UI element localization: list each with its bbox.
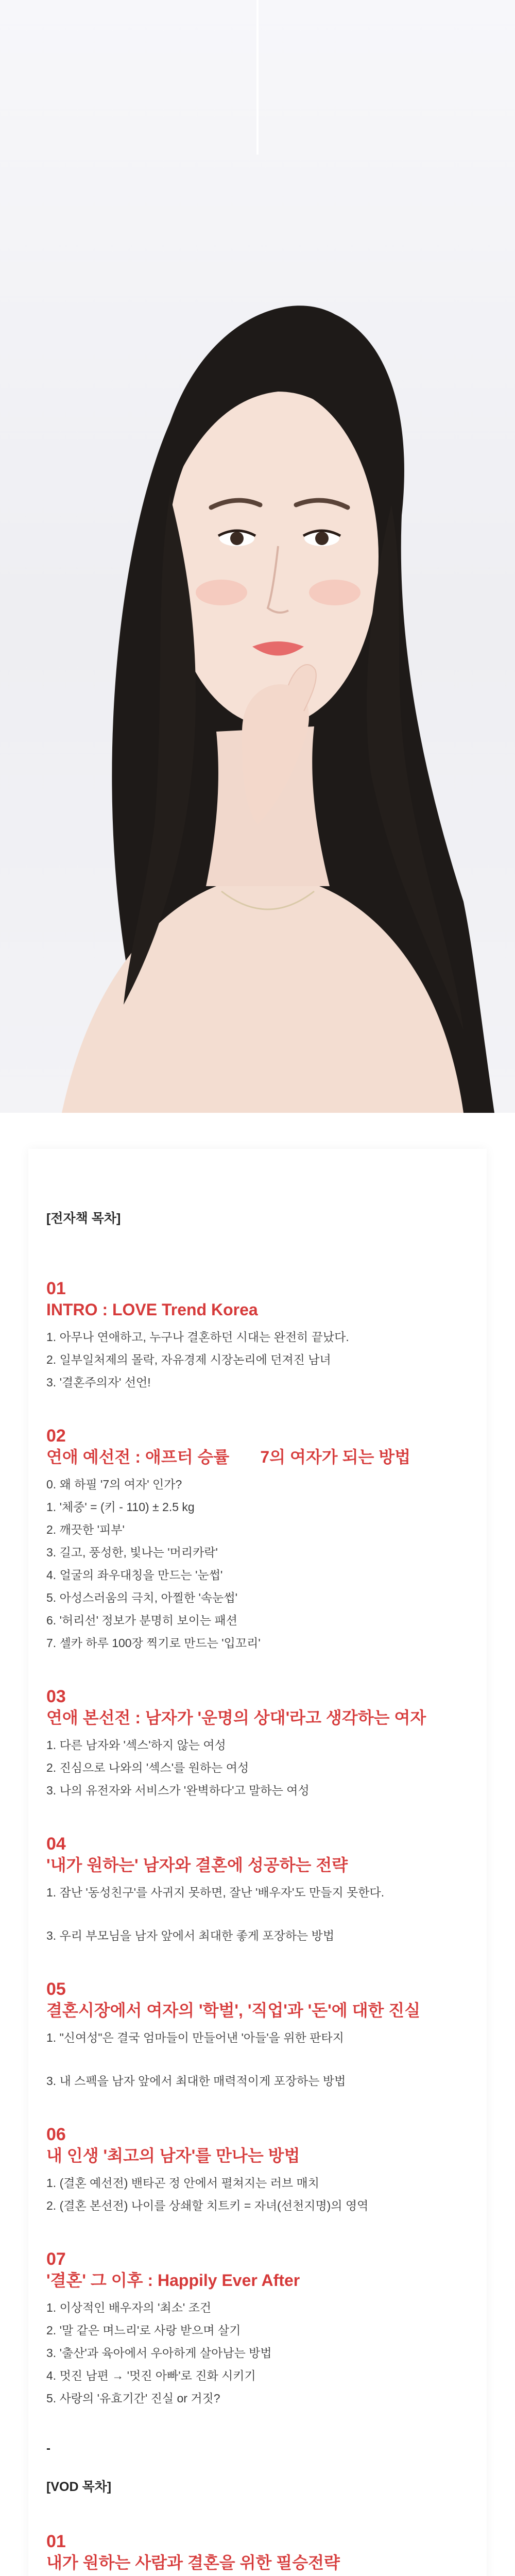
section-number: 06 (46, 2125, 66, 2144)
list-item-blank (46, 2049, 474, 2070)
section-title: '내가 원하는' 남자와 결혼에 성공하는 전략 (46, 1856, 348, 1874)
section-title: 연애 본선전 : 남자가 '운명의 상대'라고 생각하는 여자 (46, 1708, 426, 1727)
list-item: 4. 얼굴의 좌우대칭을 만드는 '눈썹' (46, 1568, 223, 1582)
model-portrait-image (0, 0, 515, 1113)
list-item: 2. 일부일처제의 몰락, 자유경제 시장논리에 던져진 남녀 (46, 1353, 331, 1366)
section-number: 03 (46, 1687, 66, 1706)
list-item: 7. 셀카 하루 100장 찍기로 만드는 '입꼬리' (46, 1636, 261, 1650)
section-number: 05 (46, 1979, 66, 1999)
list-item: 3. '출산'과 육아에서 우아하게 살아남는 방법 (46, 2346, 272, 2360)
vod-section-01 (46, 2531, 474, 2576)
section-number: 01 (46, 1279, 66, 1298)
list-item: 1. (결혼 예선전) 밴타곤 정 안에서 펼쳐지는 러브 매치 (46, 2176, 319, 2190)
section-title (46, 1446, 474, 1468)
list-item: 1. 다른 남자와 '섹스'하지 않는 여성 (46, 1738, 226, 1752)
list-item: 2. 깨끗한 '피부' (46, 1523, 125, 1536)
toc-section-01 (46, 1278, 474, 1394)
section-title: 내가 원하는 사람과 결혼을 위한 필승전략 (46, 2553, 340, 2572)
list-item: 1. 잠난 '동성친구'를 사귀지 못하면, 잘난 '배우자'도 만들지 못한다. (46, 1886, 385, 1899)
list-item: 6. '허리선' 정보가 분명히 보이는 패션 (46, 1614, 237, 1627)
vod-toc-header: [VOD 목차] (46, 2480, 112, 2494)
list-item: 3. '결혼주의자' 선언! (46, 1376, 151, 1389)
list-item: 1. "신여성"은 결국 엄마들이 만들어낸 '아들'을 위한 판타지 (46, 2031, 344, 2044)
list-item-blank (46, 1904, 474, 1924)
section-divider-dash: - (46, 2442, 50, 2455)
section-title-part-a: 연애 예선전 : 애프터 승률 (46, 1448, 230, 1466)
list-item: 1. 이상적인 배우자의 '최소' 조건 (46, 2301, 212, 2314)
list-item: 5. 아성스러움의 극치, 아찔한 '속눈썹' (46, 1591, 237, 1604)
table-of-contents-card (28, 1149, 487, 2576)
list-item: 3. 내 스펙을 남자 앞에서 최대한 매력적이게 포장하는 방법 (46, 2074, 346, 2088)
list-item: 2. (결혼 본선전) 나이를 상쇄할 치트키 = 자녀(선천지명)의 영역 (46, 2199, 369, 2212)
list-item: 5. 사랑의 '유효기간' 진실 or 거짓? (46, 2392, 220, 2405)
list-item: 1. '체중' = (키 - 110) ± 2.5 kg (46, 1500, 195, 1514)
toc-section-06 (46, 2124, 474, 2217)
list-item: 4. 멋진 남편 → '멋진 아빠'로 진화 시키기 (46, 2369, 256, 2382)
section-number: 01 (46, 2532, 66, 2551)
list-item: 3. 우리 부모님을 남자 앞에서 최대한 좋게 포장하는 방법 (46, 1929, 335, 1942)
toc-section-04 (46, 1834, 474, 1947)
ebook-toc-header: [전자책 목차] (46, 1211, 121, 1226)
list-item: 3. 나의 유전자와 서비스가 '완벽하다'고 말하는 여성 (46, 1784, 310, 1797)
section-number: 07 (46, 2249, 66, 2269)
section-title: '결혼' 그 이후 : Happily Ever After (46, 2271, 300, 2290)
list-item: 2. 진심으로 나와의 '섹스'를 원하는 여성 (46, 1761, 249, 1774)
list-item: 2. '말 같은 며느리'로 사랑 받으며 살기 (46, 2324, 241, 2337)
toc-section-03 (46, 1686, 474, 1802)
section-title-part-b: 7의 여자가 되는 방법 (260, 1448, 411, 1466)
list-item: 3. 길고, 풍성한, 빛나는 '머리카락' (46, 1546, 218, 1559)
list-item: 1. 아무나 연애하고, 누구나 결혼하던 시대는 완전히 끝났다. (46, 1330, 349, 1344)
hero-portrait-banner (0, 0, 515, 1113)
list-item: 0. 왜 하필 '7의 여자' 인가? (46, 1478, 182, 1491)
section-title: INTRO : LOVE Trend Korea (46, 1300, 258, 1319)
section-title: 결혼시장에서 여자의 '학벌', '직업'과 '돈'에 대한 진실 (46, 2001, 421, 2020)
section-number: 04 (46, 1834, 66, 1854)
toc-section-05 (46, 1979, 474, 2092)
section-title: 내 인생 '최고의 남자'를 만나는 방법 (46, 2146, 300, 2165)
toc-content (46, 1208, 474, 2576)
section-number: 02 (46, 1426, 66, 1446)
toc-section-02 (46, 1426, 474, 1654)
toc-section-07 (46, 2249, 474, 2410)
